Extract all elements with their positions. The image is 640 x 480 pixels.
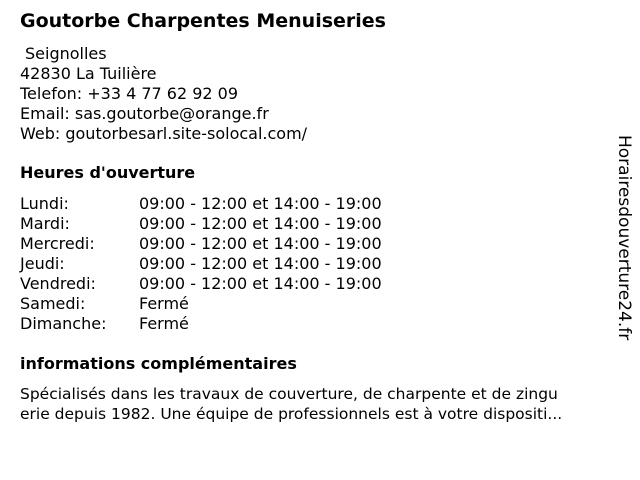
time-value: Fermé — [139, 314, 189, 333]
info-line: erie depuis 1982. Une équipe de professionnels est à votre dispositi... — [20, 405, 563, 423]
day-label: Dimanche: — [20, 314, 107, 333]
day-label: Mardi: — [20, 214, 70, 233]
day-label: Mercredi: — [20, 234, 95, 253]
time-value: Fermé — [139, 294, 189, 313]
web-line: Web: goutorbesarl.site-solocal.com/ — [20, 124, 308, 143]
day-label: Samedi: — [20, 294, 86, 313]
time-value: 09:00 - 12:00 et 14:00 - 19:00 — [139, 194, 382, 213]
contact-block — [20, 44, 307, 144]
info-heading: informations complémentaires — [20, 354, 297, 373]
site-watermark: Horairesdouverture24.fr — [614, 135, 634, 341]
info-line: Spécialisés dans les travaux de couverture, de charpente et de zingu — [20, 385, 558, 403]
business-name: Goutorbe Charpentes Menuiseries — [20, 10, 386, 32]
day-label: Vendredi: — [20, 274, 96, 293]
info-description — [20, 384, 630, 424]
time-value: 09:00 - 12:00 et 14:00 - 19:00 — [139, 274, 382, 293]
street-line: Seignolles — [25, 44, 107, 63]
time-value: 09:00 - 12:00 et 14:00 - 19:00 — [139, 254, 382, 273]
day-label: Lundi: — [20, 194, 69, 213]
time-value: 09:00 - 12:00 et 14:00 - 19:00 — [139, 214, 382, 233]
time-value: 09:00 - 12:00 et 14:00 - 19:00 — [139, 234, 382, 253]
phone-line: Telefon: +33 4 77 62 92 09 — [20, 84, 239, 103]
email-line: Email: sas.goutorbe@orange.fr — [20, 104, 269, 123]
city-line: 42830 La Tuilière — [20, 64, 157, 83]
day-label: Jeudi: — [20, 254, 65, 273]
hours-heading: Heures d'ouverture — [20, 163, 196, 182]
